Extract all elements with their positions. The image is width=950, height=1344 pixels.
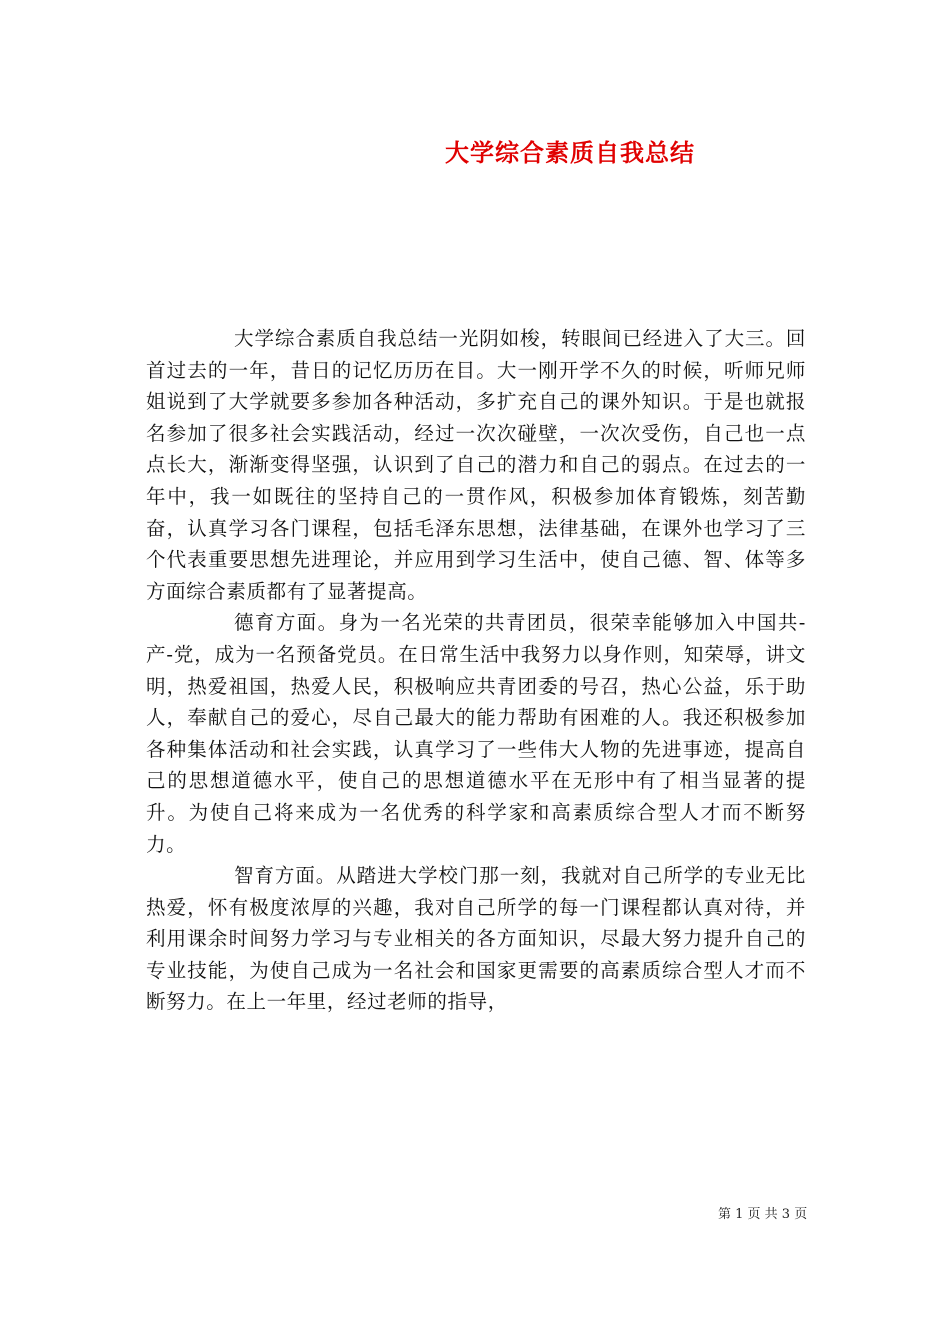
paragraph-intro: 大学综合素质自我总结一光阴如梭，转眼间已经进入了大三。回首过去的一年，昔日的记忆历历在目。大一刚开学不久的时候，听师兄师姐说到了大学就要多参加各种活动，多扩充自己的课外知识。于是也就报名参加了很多社会实践活动，经过一次次碰壁，一次次受伤，自己也一点点长大，渐渐变得坚强，认识到了自己的潜力和自己的弱点。在过去的一年中，我一如既往的坚持自己的一贯作风，积极参加体育锻炼，刻苦勤奋，认真学习各门课程，包括毛泽东思想，法律基础，在课外也学习了三个代表重要思想先进理论，并应用到学习生活中，使自己德、智、体等多方面综合素质都有了显著提高。: [146, 327, 806, 603]
paragraph-moral-education: 德育方面。身为一名光荣的共青团员，很荣幸能够加入中国共-产-党，成为一名预备党员。在日常生活中我努力以身作则，知荣辱，讲文明，热爱祖国，热爱人民，积极响应共青团委的号召，热心公益，乐于助人，奉献自己的爱心，尽自己最大的能力帮助有困难的人。我还积极参加各种集体活动和社会实践，认真学习了一些伟大人物的先进事迹，提高自己的思想道德水平，使自己的思想道德水平在无形中有了相当显著的提升。为使自己将来成为一名优秀的科学家和高素质综合型人才而不断努力。: [146, 611, 806, 856]
page-number-footer: 第 1 页 共 3 页: [718, 1207, 808, 1222]
paragraph-intellectual-education: 智育方面。从踏进大学校门那一刻，我就对自己所学的专业无比热爱，怀有极度浓厚的兴趣，我对自己所学的每一门课程都认真对待，并利用课余时间努力学习与专业相关的各方面知识，尽最大努力提升自己的专业技能，为使自己成为一名社会和国家更需要的高素质综合型人才而不断努力。在上一年里，经过老师的指导，: [146, 864, 806, 1014]
document-title: 大学综合素质自我总结: [445, 138, 695, 167]
document-body: [146, 323, 806, 1018]
